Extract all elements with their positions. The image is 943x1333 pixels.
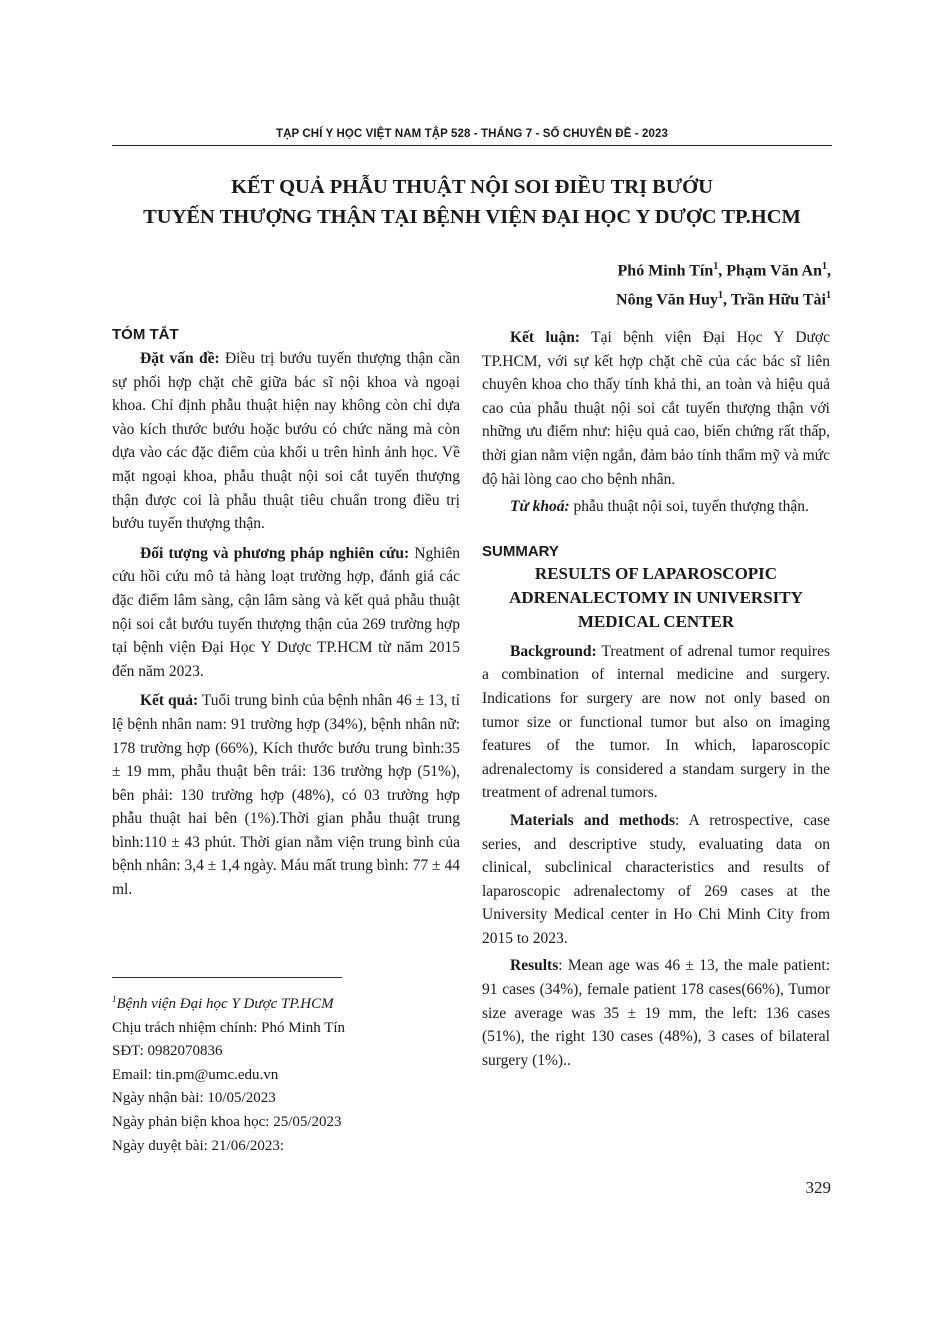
footnote-received: Ngày nhận bài: 10/05/2023 [112, 1090, 276, 1107]
footnote-reviewed: Ngày phản biện khoa học: 25/05/2023 [112, 1113, 342, 1130]
footnote-phone: SĐT: 0982070836 [112, 1043, 223, 1060]
author-separator: , [718, 262, 723, 280]
summary-heading: SUMMARY [482, 542, 559, 560]
left-column [112, 326, 460, 904]
conclusion-text: Tại bệnh viện Đại Học Y Dược TP.HCM, với sự kết hợp chặt chẽ của các bác sĩ liên chuyên khoa cho thấy tính khả thi, an toàn và hiệu quả cao của phẫu thuật nội soi cắt tuyến thượng thận với những ưu điểm như: hiệu quả cao, biến chứng rất thấp, thời gian nằm viện ngắn, đảm bảo tính thẩm mỹ và mức độ hài lòng cao cho bệnh nhân. [482, 329, 831, 488]
header-rule [112, 145, 832, 146]
affiliation-mark: 1 [718, 290, 724, 302]
author-line-1 [616, 254, 831, 283]
summary-results [482, 954, 830, 1072]
author-list [616, 254, 831, 313]
en-results-text: : Mean age was 46 ± 13, the male patient: 91 cases (34%), female patient 178 cases(66%), Tumor size average was 35 ± 19 mm, the left: 136 cases (51%), the right 130 cases (48%), 3 cases of bilateral surgery (1%).. [482, 957, 830, 1069]
affiliation-text: Bệnh viện Đại học Y Dược TP.HCM [116, 996, 334, 1012]
author-line-2 [616, 283, 831, 312]
summary-methods [482, 809, 830, 951]
author-name: Phạm Văn An [726, 262, 822, 280]
summary-background [482, 640, 830, 805]
footnote-approved: Ngày duyệt bài: 21/06/2023: [112, 1137, 285, 1154]
article-title [112, 172, 832, 232]
title-line-1: KẾT QUẢ PHẪU THUẬT NỘI SOI ĐIỀU TRỊ BƯỚU [231, 176, 713, 198]
footnotes [112, 988, 460, 1158]
author-name: Phó Minh Tín [617, 262, 714, 280]
intro-text: Điều trị bướu tuyến thượng thận cần sự phối hợp chặt chẽ giữa bác sĩ nội khoa và ngoại khoa. Chỉ định phẫu thuật hiện nay không còn chỉ dựa vào kích thước bướu hoặc bướu có chức năng mà còn dựa vào các đặc điểm của khối u trên hình ảnh học. Về mặt ngoại khoa, phẫu thuật nội soi cắt tuyến thượng thận được coi là phẫu thuật tiêu chuẩn trong điều trị bướu tuyến thượng thận. [112, 350, 460, 533]
title-line-2: TUYẾN THƯỢNG THẬN TẠI BỆNH VIỆN ĐẠI HỌC Y DƯỢC TP.HCM [143, 206, 801, 228]
footnote-email: Email: tin.pm@umc.edu.vn [112, 1066, 279, 1083]
abstract-keywords [482, 495, 830, 519]
abstract-methods [112, 542, 460, 684]
background-label: Background: [510, 642, 597, 660]
page-number: 329 [805, 1178, 831, 1197]
conclusion-label: Kết luận: [510, 329, 580, 346]
affiliation-mark: 1 [112, 994, 117, 1004]
footnote-responsible: Chịu trách nhiệm chính: Phó Minh Tín [112, 1019, 346, 1036]
affiliation-mark: 1 [713, 261, 719, 272]
abstract-intro [112, 347, 460, 536]
author-separator: , [827, 262, 831, 280]
intro-label: Đặt vấn đề: [140, 350, 220, 367]
en-methods-text: : A retrospective, case series, and descriptive study, evaluating data on clinical, subclinical characteristics and results of laparoscopic adrenalectomy of 269 cases at the University Medical center in Ho Chi Minh City from 2015 to 2023. [482, 811, 830, 947]
author-name: Nông Văn Huy [616, 291, 719, 309]
right-column [482, 326, 830, 1074]
methods-text: Nghiên cứu hồi cứu mô tả hàng loạt trường hợp, đánh giá các đặc điểm lâm sàng, cận lâm sàng và kết quả phẫu thuật nội soi cắt bướu tuyến thượng thận của 269 trường hợp tại bệnh viện Đại Học Y Dược TP.HCM từ năm 2015 đến năm 2023. [112, 544, 460, 680]
author-name: Trần Hữu Tài [730, 291, 826, 309]
en-results-label: Results [510, 957, 559, 975]
footnote-rule [112, 977, 342, 978]
keywords-label: Từ khoá: [510, 498, 570, 516]
affiliation-mark: 1 [826, 290, 831, 302]
en-methods-label: Materials and methods [510, 811, 676, 829]
results-label: Kết quả: [140, 692, 199, 710]
footnote-affiliation [112, 988, 460, 1017]
summary-title: RESULTS OF LAPAROSCOPIC ADRENALECTOMY IN UNIVERSITY MEDICAL CENTER [509, 563, 803, 631]
abstract-heading: TÓM TẮT [112, 326, 179, 343]
affiliation-mark: 1 [822, 261, 827, 272]
keywords-text: phẫu thuật nội soi, tuyến thượng thận. [569, 498, 809, 516]
author-separator: , [723, 291, 728, 309]
abstract-conclusion [482, 326, 830, 491]
abstract-results [112, 689, 460, 901]
journal-header: TẠP CHÍ Y HỌC VIỆT NAM TẬP 528 - THÁNG 7 - SỐ CHUYÊN ĐỀ - 2023 [276, 128, 668, 140]
methods-label: Đối tượng và phương pháp nghiên cứu: [140, 544, 410, 562]
results-text: Tuổi trung bình của bệnh nhân 46 ± 13, tỉ lệ bệnh nhân nam: 91 trường hợp (34%), bệnh nhân nữ: 178 trường hợp (66%), Kích thước bướu trung bình:35 ± 19 mm, phẫu thuật bên trái: 136 trường hợp (51%), bên phải: 130 trường hợp (48%), có 03 trường hợp phẫu thuật hai bên (1%).Thời gian phẫu thuật trung bình:110 ± 43 phút. Thời gian nằm viện trung bình của bệnh nhân: 3,4 ± 1,4 ngày. Máu mất trung bình: 77 ± 44 ml. [112, 692, 460, 899]
background-text: Treatment of adrenal tumor requires a combination of internal medicine and surgery. Indications for surgery are now not only based on tumor size or functional tumor but also on imaging features of the tumor. In which, laparoscopic adrenalectomy is considered a standam surgery in the treatment of adrenal tumors. [482, 642, 830, 802]
